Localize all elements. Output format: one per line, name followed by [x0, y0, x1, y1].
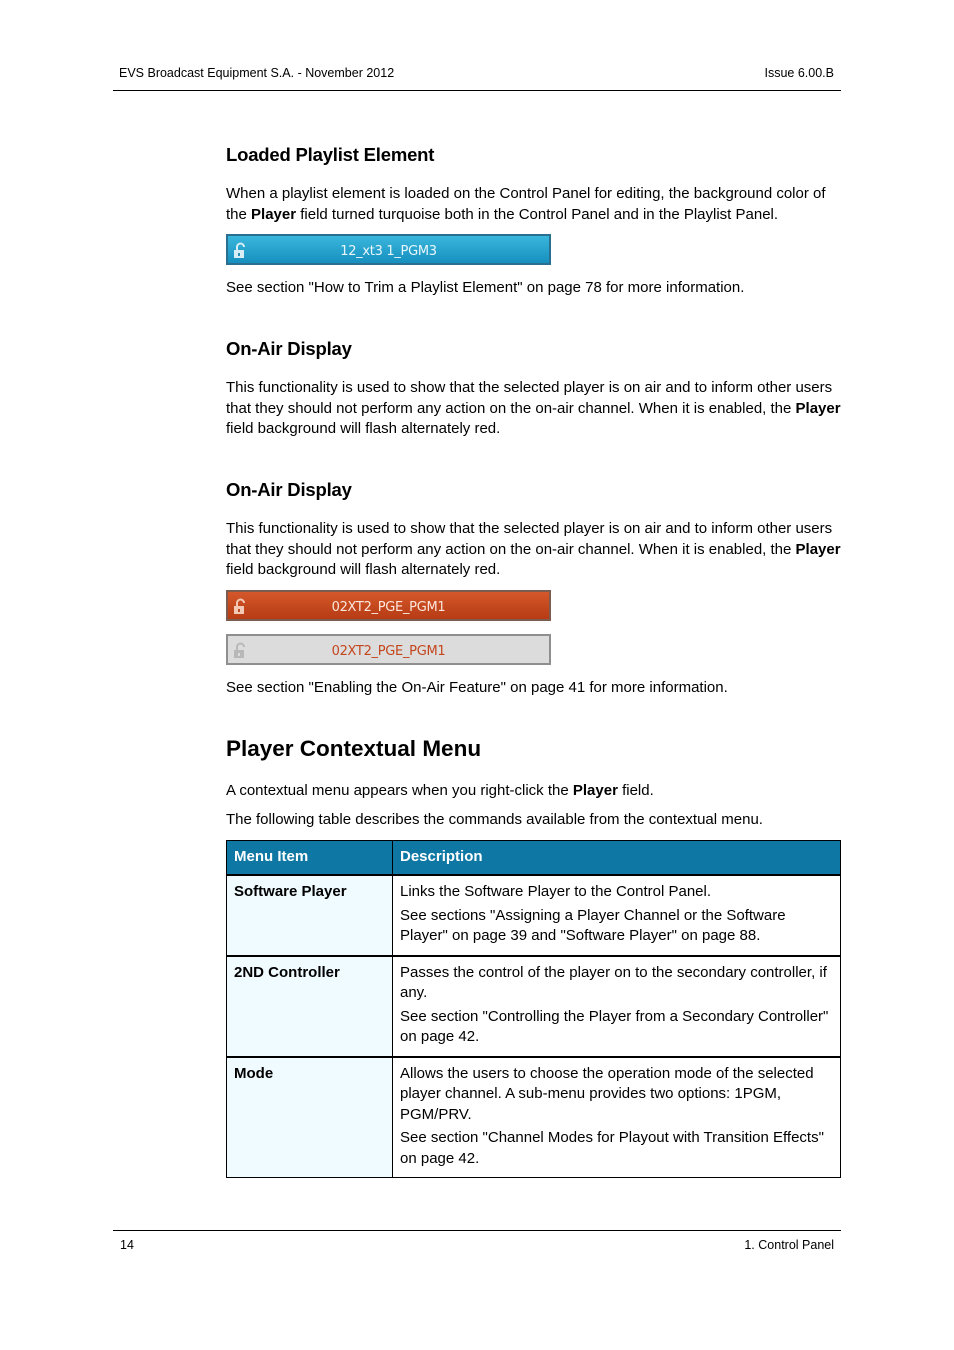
loaded-playlist-heading: Loaded Playlist Element [226, 144, 435, 165]
description-cell [393, 956, 841, 1057]
footer-chapter: 1. Control Panel [744, 1238, 834, 1252]
table-header-row [227, 841, 841, 876]
onair-heading-2: On-Air Display [226, 479, 352, 500]
player-field-onair-red [226, 590, 551, 621]
onair-paragraph-1: This functionality is used to show that the selected player is on air and to inform other users that they should not perform any action on the on-air channel. When it is enabled, the Player field background will flash alternately red. [226, 379, 841, 438]
onair-heading-1: On-Air Display [226, 338, 352, 359]
description-text: Passes the control of the player on to the secondary controller, if any. [400, 963, 827, 1001]
header-company-date: EVS Broadcast Equipment S.A. - November 2012 [119, 66, 395, 80]
description-text: Allows the users to choose the operation mode of the selected player channel. A sub-menu provides two options: 1PGM, PGM/PRV. [400, 1064, 814, 1123]
column-header-menu-item: Menu Item [227, 841, 393, 876]
onair-see-also: See section "Enabling the On-Air Feature" on page 41 for more information. [226, 679, 728, 696]
description-cell [393, 875, 841, 956]
menu-item-cell: Mode [227, 1057, 393, 1178]
description-see-also: See sections "Assigning a Player Channel or the Software Player" on page 39 and "Software Player" on page 88. [400, 906, 786, 944]
onair-paragraph-2: This functionality is used to show that the selected player is on air and to inform other users that they should not perform any action on the on-air channel. When it is enabled, the Player field background will flash alternately red. [226, 520, 841, 579]
column-header-description: Description [393, 841, 841, 876]
description-text: Links the Software Player to the Control Panel. [400, 883, 712, 900]
page-number: 14 [120, 1238, 134, 1252]
loaded-playlist-see-also: See section "How to Trim a Playlist Element" on page 78 for more information. [226, 279, 745, 296]
player-field-onair-gray [226, 634, 551, 665]
loaded-playlist-paragraph: When a playlist element is loaded on the Control Panel for editing, the background color of the Player field turned turquoise both in the Control Panel and in the Playlist Panel. [226, 185, 826, 223]
page-footer [113, 1230, 841, 1252]
player-field-label: 12_xt3 1_PGM3 [340, 244, 437, 259]
contextual-menu-table [226, 840, 841, 1178]
player-field-label: 02XT2_PGE_PGM1 [331, 600, 446, 615]
table-row [227, 875, 841, 956]
description-cell [393, 1057, 841, 1178]
contextual-menu-heading: Player Contextual Menu [226, 736, 482, 761]
header-issue: Issue 6.00.B [764, 66, 834, 80]
menu-item-cell: 2ND Controller [227, 956, 393, 1057]
description-see-also: See section "Controlling the Player from a Secondary Controller" on page 42. [400, 1007, 829, 1045]
table-row [227, 1057, 841, 1178]
contextual-menu-table-intro: The following table describes the commands available from the contextual menu. [226, 811, 763, 828]
table-row [227, 956, 841, 1057]
contextual-menu-intro: A contextual menu appears when you right-click the Player field. [226, 782, 654, 799]
menu-item-cell: Software Player [227, 875, 393, 956]
page-header [113, 62, 841, 91]
description-see-also: See section "Channel Modes for Playout with Transition Effects" on page 42. [400, 1129, 824, 1167]
player-field-label: 02XT2_PGE_PGM1 [331, 644, 446, 659]
player-field-turquoise [226, 234, 551, 265]
